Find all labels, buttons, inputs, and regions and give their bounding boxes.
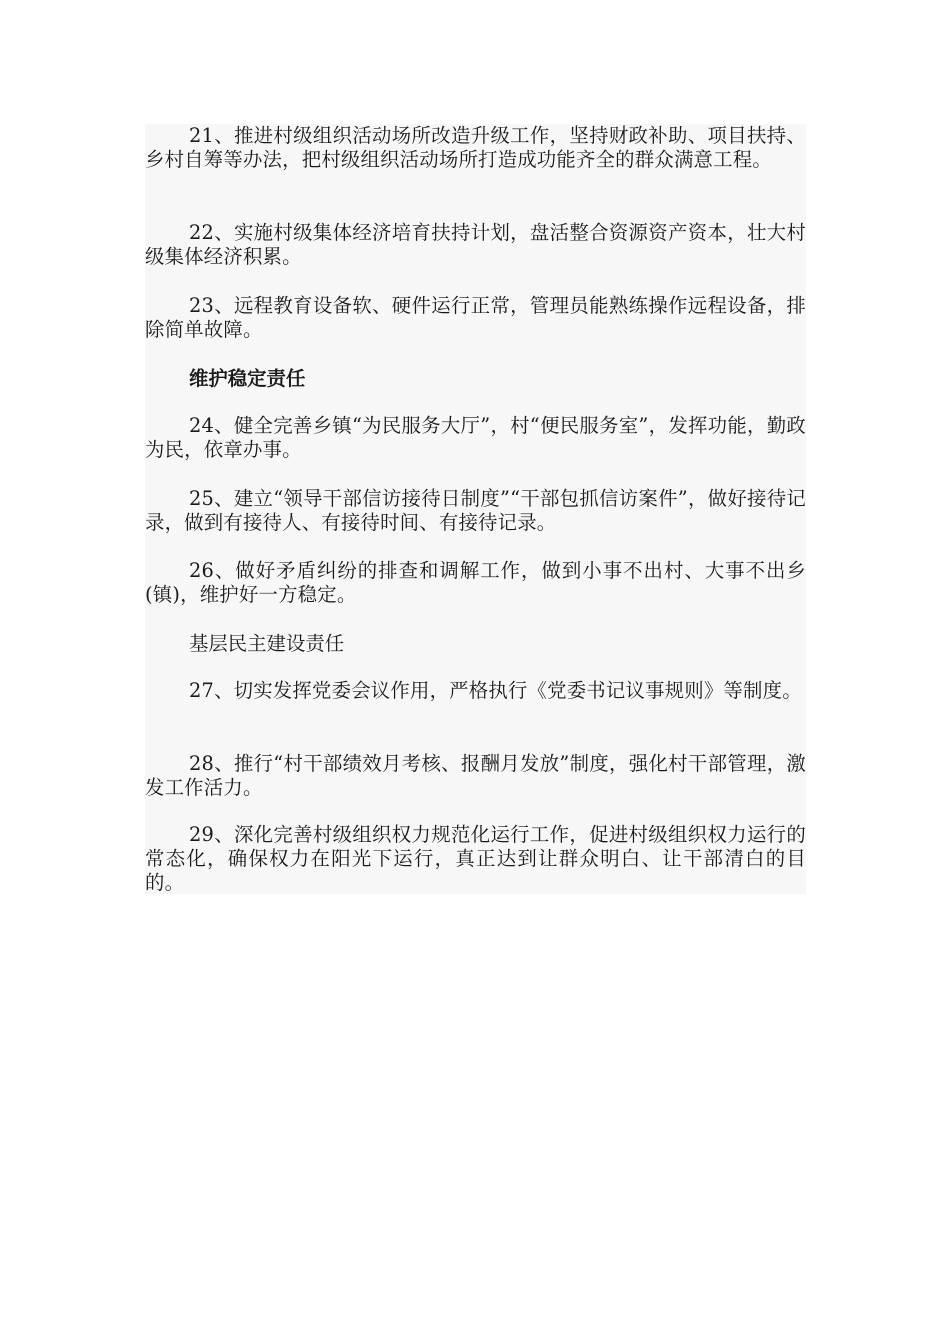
paragraph-21: 21、推进村级组织活动场所改造升级工作，坚持财政补助、项目扶持、乡村自筹等办法，把村级组织活动场所打造成功能齐全的群众满意工程。 — [145, 124, 806, 171]
paragraph-24: 24、健全完善乡镇“为民服务大厅”，村“便民服务室”，发挥功能，勤政为民，依章办事。 — [145, 414, 806, 461]
paragraph-27: 27、切实发挥党委会议作用，严格执行《党委书记议事规则》等制度。 — [189, 679, 802, 702]
section-heading-stability: 维护稳定责任 — [189, 367, 306, 390]
paragraph-23: 23、远程教育设备软、硬件运行正常，管理员能熟练操作远程设备，排除简单故障。 — [145, 294, 806, 341]
paragraph-22: 22、实施村级集体经济培育扶持计划，盘活整合资源资产资本，壮大村级集体经济积累。 — [145, 221, 806, 268]
section-heading-democracy: 基层民主建设责任 — [189, 632, 345, 655]
paragraph-29: 29、深化完善村级组织权力规范化运行工作，促进村级组织权力运行的常态化，确保权力在阳光下运行，真正达到让群众明白、让干部清白的目的。 — [145, 823, 806, 894]
paragraph-28: 28、推行“村干部绩效月考核、报酬月发放”制度，强化村干部管理，激发工作活力。 — [145, 752, 806, 799]
paragraph-26: 26、做好矛盾纠纷的排查和调解工作，做到小事不出村、大事不出乡(镇)，维护好一方稳定。 — [145, 559, 806, 606]
paragraph-25: 25、建立“领导干部信访接待日制度”“干部包抓信访案件”，做好接待记录，做到有接待人、有接待时间、有接待记录。 — [145, 487, 806, 534]
